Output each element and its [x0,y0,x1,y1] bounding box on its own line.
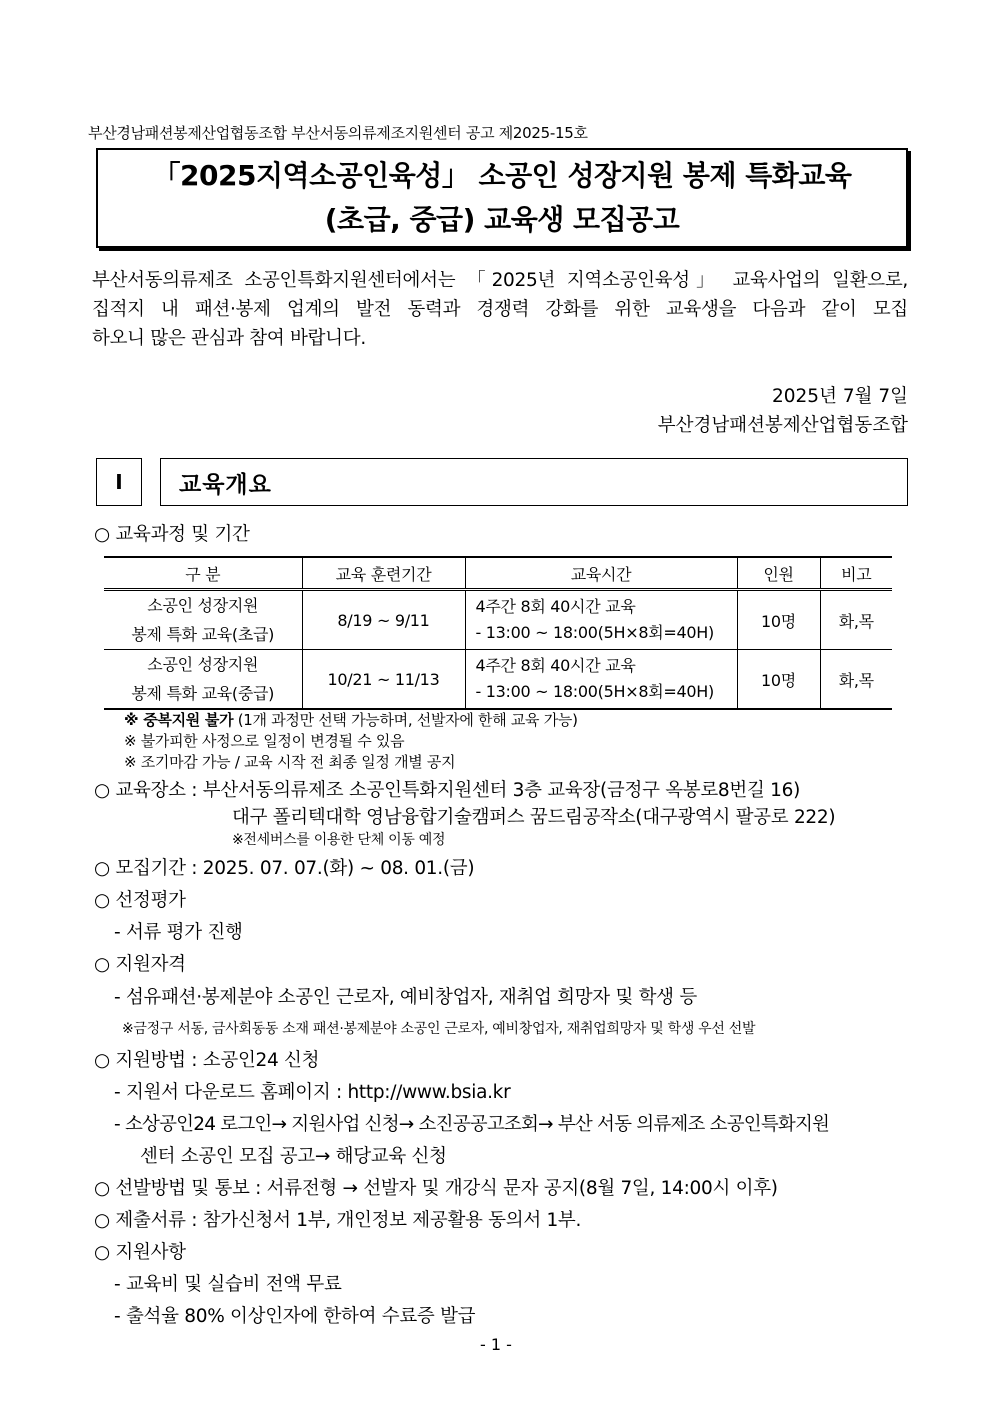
method-heading: ○ 지원방법 : 소공인24 신청 [94,1050,320,1071]
course-note: 화,목 [820,650,892,710]
section-title: 교육개요 [160,458,908,506]
course-people: 10명 [737,590,820,650]
course-time [465,590,737,650]
note-schedule-change: ※ 불가피한 사정으로 일정이 변경될 수 있음 [124,732,405,750]
support-item-1: - 교육비 및 실습비 전액 무료 [114,1274,342,1295]
schedule-table [104,556,892,710]
organization-name: 부산경남패션봉제산업협동조합 [657,415,908,436]
title-box [96,148,908,248]
header-people: 인원 [737,557,820,590]
method-download: - 지원서 다운로드 홈페이지 : http://www.bsia.kr [114,1082,511,1103]
page-number: - 1 - [480,1335,512,1354]
selection-announcement: ○ 선발방법 및 통보 : 서류전형 → 선발자 및 개강식 문자 공지(8월 7일, 14:00시 이후) [94,1178,778,1199]
submission-documents: ○ 제출서류 : 참가신청서 1부, 개인정보 제공활용 동의서 1부. [94,1210,582,1231]
course-name-line1: 소공인 성장지원 [147,596,259,615]
location-bus-note: ※전세버스를 이용한 단체 이동 예정 [232,832,446,848]
eligibility-note: ※금정구 서동, 금사회동동 소재 패션·봉제분야 소공인 근로자, 예비창업자, 재취업희망자 및 학생 우선 선발 [122,1021,756,1037]
intro-paragraph [92,266,908,353]
location-line-2: 대구 폴리텍대학 영남융합기술캠퍼스 꿈드림공작소(대구광역시 팔공로 222) [232,807,836,828]
eligibility-item: - 섬유패션·봉제분야 소공인 근로자, 예비창업자, 재취업 희망자 및 학생 등 [114,987,697,1008]
course-name-line2: 봉제 특화 교육(초급) [131,625,275,644]
support-heading: ○ 지원사항 [94,1242,186,1263]
course-people: 10명 [737,650,820,710]
course-time-line2: - 13:00 ~ 18:00(5H×8회=40H) [475,623,714,642]
recruit-period: ○ 모집기간 : 2025. 07. 07.(화) ~ 08. 01.(금) [94,858,475,879]
intro-line-3: 하오니 많은 관심과 참여 바랍니다. [92,328,366,349]
note-early-close: ※ 조기마감 가능 / 교육 시작 전 최종 일정 개별 공지 [124,753,456,771]
note-duplicate-rest: (1개 과정만 선택 가능하며, 선발자에 한해 교육 가능) [233,711,578,729]
intro-line-1: 부산서동의류제조 소공인특화지원센터에서는 「2025년 지역소공인육성」 교육사업의 일환으로, [92,270,908,291]
title-line-1: 「2025지역소공인육성」 소공인 성장지원 봉제 특화교육 [152,159,852,192]
header-period: 교육 훈련기간 [302,557,465,590]
course-name-line2: 봉제 특화 교육(중급) [131,684,275,703]
header-note: 비고 [820,557,892,590]
course-name [104,590,302,650]
course-time-line2: - 13:00 ~ 18:00(5H×8회=40H) [475,682,714,701]
intro-line-2: 집적지 내 패션·봉제 업계의 발전 동력과 경쟁력 강화를 위한 교육생을 다음과 같이 모집 [92,299,908,320]
section-number: Ⅰ [96,458,142,506]
eligibility-heading: ○ 지원자격 [94,954,186,975]
header-category: 구 분 [104,557,302,590]
course-time-line1: 4주간 8회 40시간 교육 [475,597,636,616]
header-time: 교육시간 [465,557,737,590]
course-period: 8/19 ~ 9/11 [302,590,465,650]
method-steps-line-1: - 소상공인24 로그인→ 지원사업 신청→ 소진공공고조회→ 부산 서동 의류제조 소공인특화지원 [114,1114,830,1135]
course-note: 화,목 [820,590,892,650]
course-time-line1: 4주간 8회 40시간 교육 [475,656,636,675]
table-row [104,590,892,650]
course-name-line1: 소공인 성장지원 [147,655,259,674]
table-header-row [104,557,892,590]
method-steps-line-2: 센터 소공인 모집 공고→ 해당교육 신청 [140,1146,447,1167]
notice-number: 부산경남패션봉제산업협동조합 부산서동의류제조지원센터 공고 제2025-15호 [88,124,588,142]
course-time [465,650,737,710]
course-period: 10/21 ~ 11/13 [302,650,465,710]
course-heading: ○ 교육과정 및 기간 [94,524,250,545]
selection-heading: ○ 선정평가 [94,890,186,911]
course-name [104,650,302,710]
title-line-2: (초급, 중급) 교육생 모집공고 [324,203,680,236]
table-row [104,650,892,710]
selection-item: - 서류 평가 진행 [114,922,243,943]
note-duplicate-bold: ※ 중복지원 불가 [124,711,234,729]
note-duplicate [124,709,578,730]
announcement-date: 2025년 7월 7일 [772,386,908,407]
support-item-2: - 출석율 80% 이상인자에 한하여 수료증 발급 [114,1306,476,1327]
location-line-1: ○ 교육장소 : 부산서동의류제조 소공인특화지원센터 3층 교육장(금정구 옥봉로8번길 16) [94,780,800,801]
